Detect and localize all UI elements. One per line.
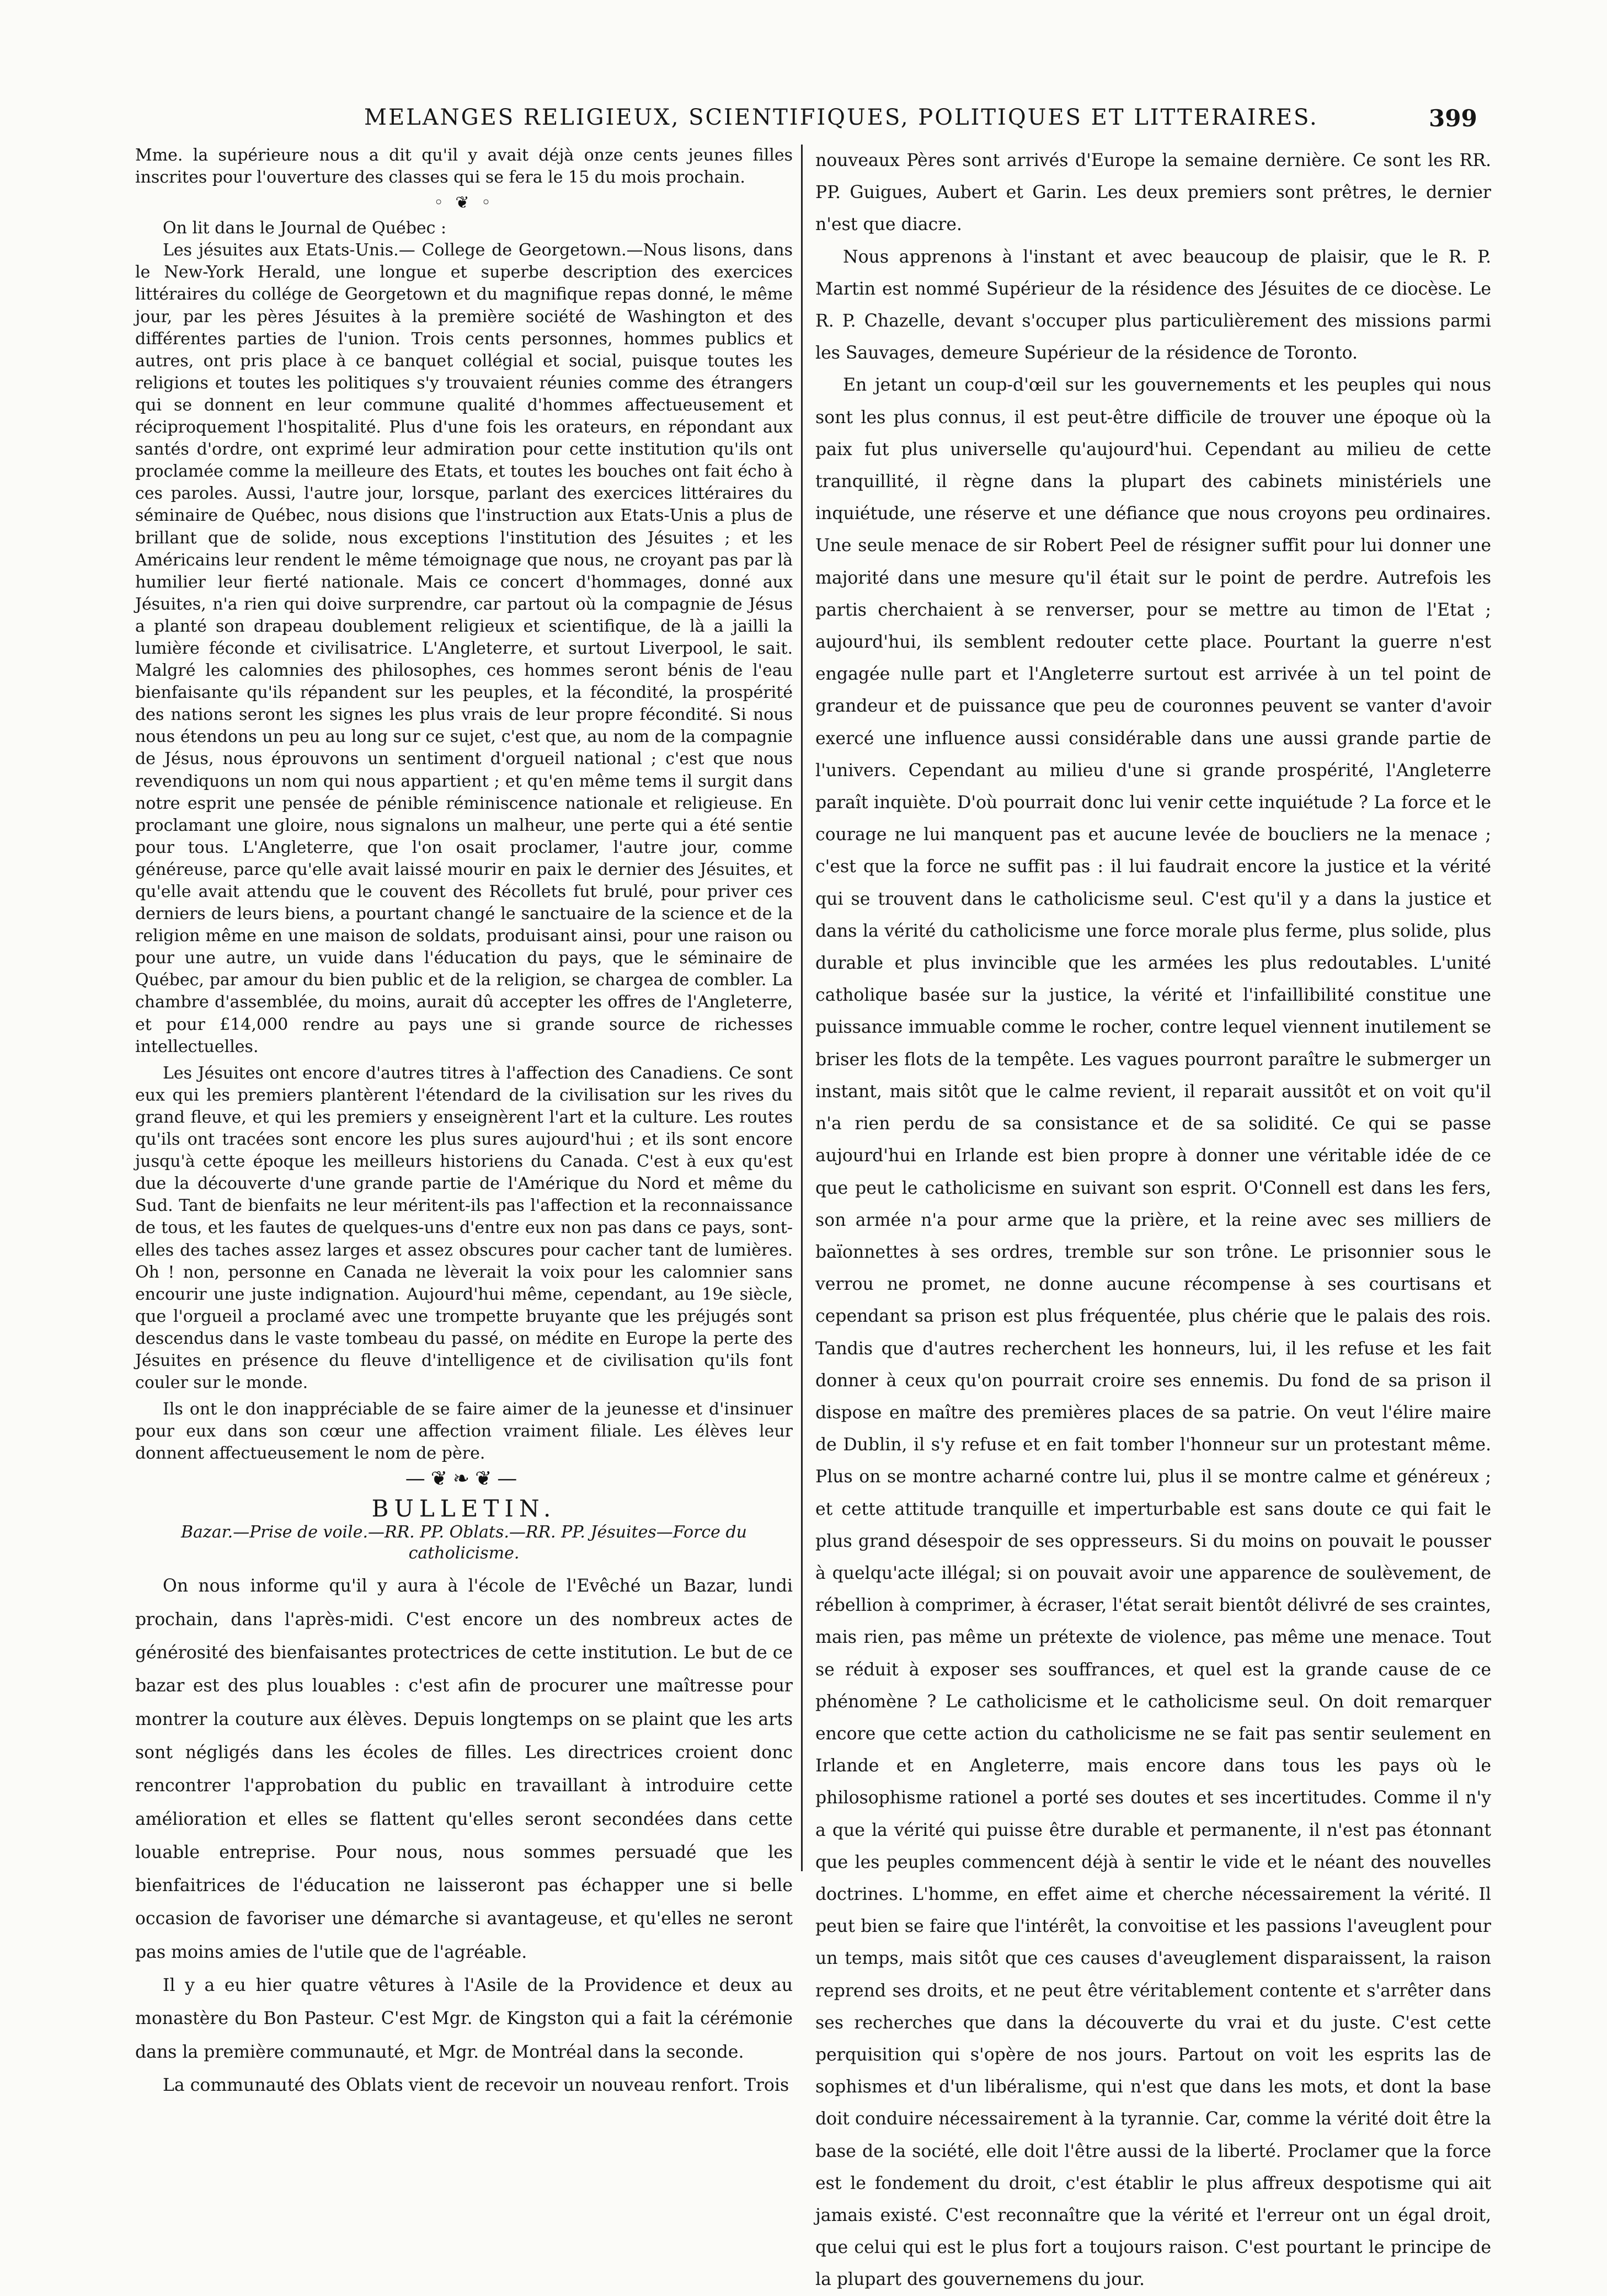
bulletin-heading: BULLETIN. — [371, 1495, 557, 1523]
superieur-paragraph: Nous apprenons à l'instant et avec beaucoup de plaisir, que le R. P. Martin est nommé Supérieur de la résidence des Jésuites de ce diocèse. Le R. P. Chazelle, devant s'occuper plus particulièrement des missions parmi les Sauvages, demeure Supérieur de la résidence de Toronto. — [815, 247, 1491, 364]
running-title: MELANGES RELIGIEUX, SCIENTIFIQUES, POLITIQUES ET LITTERAIRES. — [364, 105, 1318, 130]
ornament-divider-small: ◦ ❦ ◦ — [434, 193, 494, 213]
ornament-divider-large: —❦❧❦— — [405, 1467, 523, 1491]
vetures-paragraph: Il y a eu hier quatre vêtures à l'Asile de la Providence et deux au monastère du Bon Pasteur. C'est Mgr. de Kingston qui a fait la cérémonie dans la première communauté, et Mgr. de Montréal dans la seconde. — [135, 1975, 793, 2062]
jesuits-canada-paragraph: Les Jésuites ont encore d'autres titres à l'affection des Canadiens. Ce sont eux qui les premiers plantèrent l'étendard de la civilisation sur les rives du grand fleuve, et qui les premiers y enseignèrent l'art et la culture. Les routes qu'ils ont tracées sont encore les plus sures aujourd'hui ; et ils sont encore jusqu'à cette époque les meilleurs historiens du Canada. C'est à eux qu'est due la découverte d'une grande partie de l'Amérique du Nord et même du Sud. Tant de bienfaits ne leur méritent-ils pas l'affection et la reconnaissance de tous, et les fautes de quelques-uns d'entre eux non pas dans ce pays, sont-elles des taches assez larges et assez obscures pour cacher tant de lumières. Oh ! non, personne en Canada ne lèverait la voix pour les calomnier sans encourir une juste indignation. Aujourd'hui même, cependant, au 19e siècle, que l'orgueil a proclamé avec une trompette bruyante que les préjugés sont descendus dans le vaste tombeau du passé, on médite en Europe la perte des Jésuites en présence du fleuve d'intelligence et de civilisation qu'ils font couler sur le monde. — [135, 1063, 793, 1393]
jesuits-youth-paragraph: Ils ont le don inappréciable de se faire aimer de la jeunesse et d'insinuer pour eux dans son cœur une affection vraiment filiale. Les élèves leur donnent affectueusement le nom de père. — [135, 1400, 793, 1464]
left-column — [135, 145, 793, 2095]
page-number: 399 — [1429, 105, 1477, 132]
bazar-paragraph: On nous informe qu'il y aura à l'école de l'Evêché un Bazar, lundi prochain, dans l'après-midi. C'est encore un des nombreux actes de générosité des bienfaisantes protectrices de cette institution. Le but de ce bazar est des plus louables : c'est afin de procurer une maîtresse pour montrer la couture aux élèves. Depuis longtemps on se plaint que les arts sont négligés dans les écoles de filles. Les directrices croient donc rencontrer l'approbation du public en travaillant à introduire cette amélioration et elles se flattent qu'elles seront secondées dans cette louable entreprise. Pour nous, nous sommes persuadé que les bienfaitrices de l'éducation ne laisseront pas échapper une si belle occasion de favoriser une démarche si avantageuse, et qu'elles ne seront pas moins amies de l'utile que de l'agréable. — [135, 1576, 793, 1962]
column-divider — [801, 145, 803, 1871]
opening-paragraph: Mme. la supérieure nous a dit qu'il y avait déjà onze cents jeunes filles inscrites pour l'ouverture des classes qui se fera le 15 du mois prochain. — [135, 146, 793, 188]
oblats-paragraph-end: nouveaux Pères sont arrivés d'Europe la semaine dernière. Ce sont les RR. PP. Guigues, Aubert et Garin. Les deux premiers sont prêtres, le dernier n'est que diacre. — [815, 151, 1491, 235]
bulletin-subheading: Bazar.—Prise de voile.—RR. PP. Oblats.—RR. PP. Jésuites—Force du catholicisme. — [181, 1523, 747, 1563]
oblats-paragraph-start: La communauté des Oblats vient de recevoir un nouveau renfort. Trois — [163, 2075, 789, 2095]
right-column — [815, 145, 1491, 2290]
jesuits-article-paragraph: Les jésuites aux Etats-Unis.— College de Georgetown.—Nous lisons, dans le New-York Herald, une longue et superbe description des exercices littéraires du collége de Georgetown et du magnifique repas donné, le même jour, par les pères Jésuites à la première société de Washington et des différentes parties de l'union. Trois cents personnes, hommes publics et autres, ont pris place à ce banquet collégial et social, puisque toutes les religions et toutes les politiques s'y trouvaient réunies comme des étrangers qui se donnent en leur commune qualité d'hommes affectueusement et réciproquement l'hospitalité. Plus d'une fois les orateurs, en répondant aux santés d'ordre, ont exprimé leur admiration pour cette institution qu'ils ont proclamée comme la meilleure des Etats, et toutes les bouches ont fait écho à ces paroles. Aussi, l'autre jour, lorsque, parlant des exercices littéraires du séminaire de Québec, nous disions que l'instruction aux Etats-Unis a plus de brillant que de solide, nous exceptions l'institution des Jésuites ; et les Américains leur rendent le même témoignage que nous, ne croyant pas par là humilier leur fierté nationale. Mais ce concert d'hommages, donné aux Jésuites, n'a rien qui doive surprendre, car partout où la compagnie de Jésus a planté son drapeau doublement religieux et scientifique, de là a jailli la lumière féconde et civilisatrice. L'Angleterre, et surtout Liverpool, le sait. Malgré les calomnies des philosophes, ces hommes seront bénis de l'eau bienfaisante qu'ils répandent sur les peuples, et la fécondité, la prospérité des nations seront les signes les plus vrais de leur propre fécondité. Si nous nous étendons un peu au long sur ce sujet, c'est que, au nom de la compagnie de Jésus, nous éprouvons un sentiment d'orgueil national ; c'est que nous revendiquons un nom qui nous appartient ; et qu'en même tems il surgit dans notre esprit une pensée de pénible réminiscence nationale et religieuse. En proclamant une gloire, nous signalons un malheur, une perte qui a été sentie pour tous. L'Angleterre, que l'on osait proclamer, l'autre jour, comme généreuse, parce qu'elle avait laissé mourir en paix le dernier des Jésuites, et qu'elle avait attendu que le couvent des Récollets fut brulé, pour priver ces derniers de leurs biens, a pourtant changé le sanctuaire de la science et de la religion même en une maison de soldats, produisant ainsi, pour une raison ou pour une autre, un vuide dans l'éducation du pays, que le séminaire de Québec, par amour du bien public et de la religion, se chargea de combler. La chambre d'assemblée, du moins, aurait dû accepter les offres de l'Angleterre, et pour £14,000 rendre au pays une si grande source de richesses intellectuelles. — [135, 241, 793, 1056]
bulletin-body — [135, 1569, 793, 2102]
force-catholicisme-paragraph: En jetant un coup-d'œil sur les gouvernements et les peuples qui nous sont les plus connus, il est peut-être difficile de trouver une époque où la paix fut plus universelle qu'aujourd'hui. Cependant au milieu de cette tranquillité, il règne dans la plupart des cabinets ministériels une inquiétude, une réserve et une défiance que nous croyons peu ordinaires. Une seule menace de sir Robert Peel de résigner suffit pour lui donner une majorité dans une mesure qu'il était sur le point de perdre. Autrefois les partis cherchaient à se renverser, pour se mettre au timon de l'Etat ; aujourd'hui, ils semblent redouter cette place. Pourtant la guerre n'est engagée nulle part et l'Angleterre surtout est arrivée à un tel point de grandeur et de puissance que peu de couronnes peuvent se vanter d'avoir exercé une influence aussi considérable dans une aussi grande partie de l'univers. Cependant au milieu d'une si grande prospérité, l'Angleterre paraît inquiète. D'où pourrait donc lui venir cette inquiétude ? La force et le courage ne lui manquent pas et aucune levée de boucliers ne la menace ; c'est que la force ne suffit pas : il lui faudrait encore la justice et la vérité qui se trouvent dans le catholicisme seul. C'est qu'il y a dans la justice et dans la vérité du catholicisme une force morale plus ferme, plus solide, plus durable et plus invincible que les armées les plus redoutables. L'unité catholique basée sur la justice, la vérité et l'infaillibilité constitue une puissance immuable comme le rocher, contre lequel viennent inutilement se briser les flots de la tempête. Les vagues pourront paraître le submerger un instant, mais sitôt que le calme revient, il reparait aussitôt et on voit qu'il n'a rien perdu de sa consistance et de sa solidité. Ce qui se passe aujourd'hui en Irlande est bien propre à donner une véritable idée de ce que peut le catholicisme en suivant son esprit. O'Connell est dans les fers, son armée n'a pour arme que la prière, et la reine avec ses milliers de baïonnettes à ses ordres, tremble sur son trône. Le prisonnier sous le verrou ne promet, ne donne aucune récompense à ses courtisans et cependant sa prison est plus fréquentée, plus chérie que le palais des rois. Tandis que d'autres recherchent les honneurs, lui, il les refuse et les fait donner à ceux qu'on pourrait croire ses ennemis. Du fond de sa prison il dispose en maître des premières places de sa patrie. On veut l'élire maire de Dublin, il s'y refuse et en fait tomber l'honneur sur un protestant même. Plus on se montre acharné contre lui, plus il se montre calme et généreux ; et cette attitude tranquille et imperturbable est sans doute ce qui fait le plus grand désespoir de ses oppresseurs. Si du moins on pouvait le pousser à quelqu'acte illégal; si on pouvait avoir une apparence de soulèvement, de rébellion à comprimer, à écraser, l'état serait bientôt délivré de ses craintes, mais rien, pas même un prétexte de violence, pas même une menace. Tout se réduit à exposer ses souffrances, et quel est la grande cause de ce phénomène ? Le catholicisme et le catholicisme seul. On doit remarquer encore que cette action du catholicisme ne se fait pas sentir seulement en Irlande et en Angleterre, mais encore dans tous les pays où le philosophisme rationel a porté ses doutes et ses incertitudes. Comme il n'y a que la vérité qui puisse être durable et permanente, il n'est pas étonnant que les peuples commencent déjà à sentir le vide et le néant des nouvelles doctrines. L'homme, en effet aime et cherche nécessairement la vérité. Il peut bien se faire que l'intérêt, la convoitise et les passions l'aveuglent pour un temps, mais sitôt que ces causes d'aveuglement disparaissent, la raison reprend ses droits, et ne peut être véritablement contente et s'arrêter dans ses recherches que dans la découverte du vrai et du juste. C'est cette perquisition qui s'opère de nos jours. Partout on voit les esprits las de sophismes et d'un libéralisme, qui n'est que dans les mots, et dont la base doit conduire nécessairement à la tyrannie. Car, comme la vérité doit être la base de la société, elle doit l'être aussi de la liberté. Proclamer que la force est le fondement du droit, c'est établir le plus affreux despotisme qui ait jamais existé. C'est reconnaître que la vérité et l'erreur ont un égal droit, que celui qui est le plus fort a toujours raison. C'est pourtant le principe de la plupart des gouvernemens du jour. — [815, 375, 1491, 2290]
journal-intro: On lit dans le Journal de Québec : — [163, 218, 447, 238]
